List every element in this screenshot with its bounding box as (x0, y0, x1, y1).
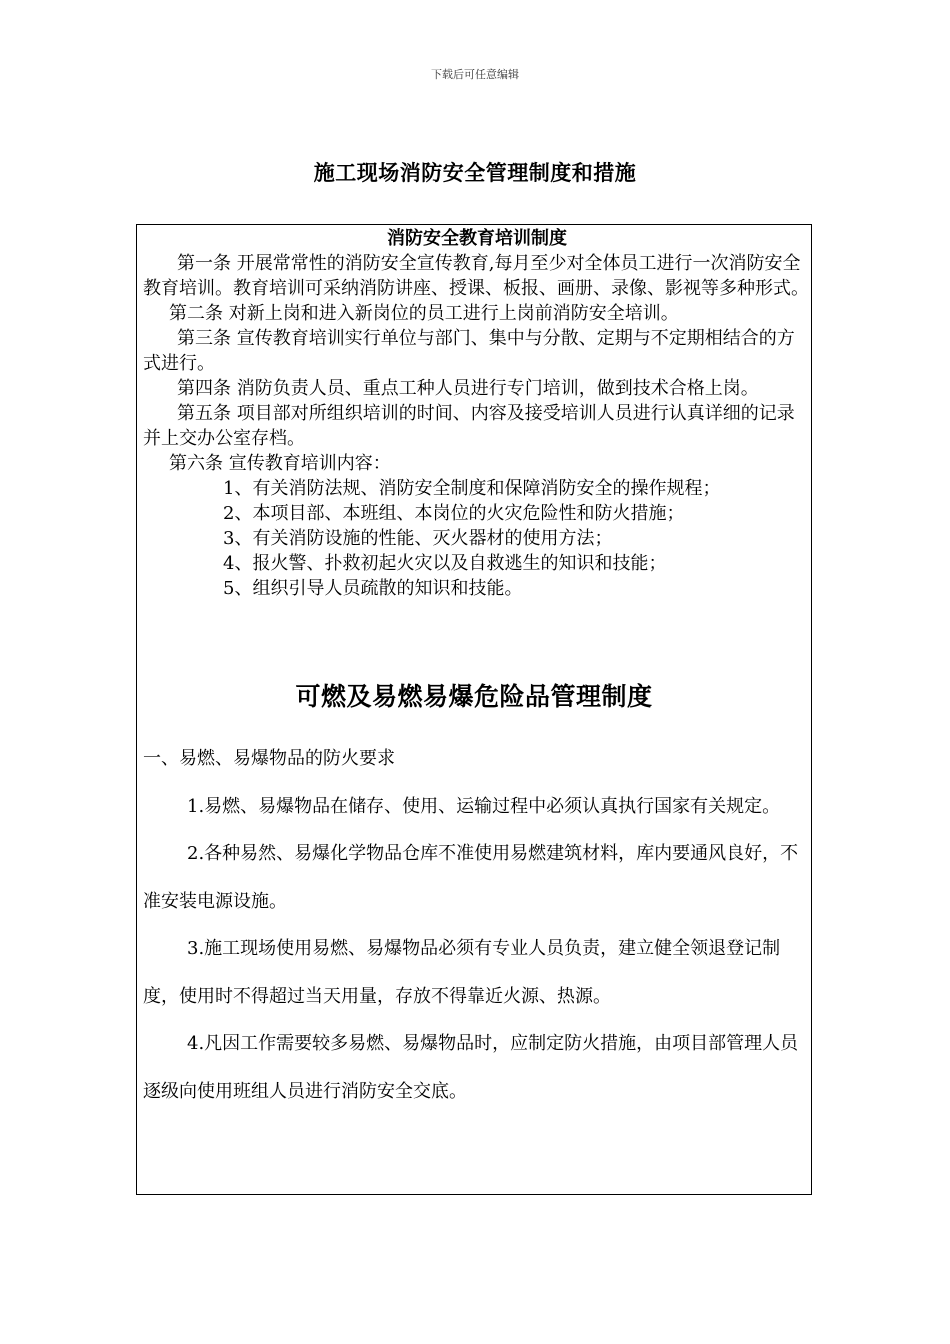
training-content-item: 3、有关消防设施的性能、灭火器材的使用方法； (223, 528, 613, 549)
requirement-item: 3.施工现场使用易燃、易爆物品必须有专业人员负责，建立健全领退登记制度，使用时不得超过当天用量，存放不得靠近火源、热源。 (143, 938, 781, 1007)
article-5: 第五条 项目部对所组织培训的时间、内容及接受培训人员进行认真详细的记录并上交办公室存档。 (143, 403, 795, 449)
requirement-item: 1.易燃、易爆物品在储存、使用、运输过程中必须认真执行国家有关规定。 (187, 795, 781, 817)
requirement-item: 4.凡因工作需要较多易燃、易爆物品时，应制定防火措施，由项目部管理人员逐级向使用班组人员进行消防安全交底。 (143, 1033, 799, 1102)
section-title-hazardous-materials: 可燃及易燃易爆危险品管理制度 (295, 682, 653, 711)
section-title-training: 消防安全教育培训制度 (387, 228, 567, 249)
training-content-item: 1、有关消防法规、消防安全制度和保障消防安全的操作规程； (223, 478, 721, 499)
content-frame (136, 224, 812, 1195)
header-note: 下载后可任意编辑 (431, 68, 519, 81)
article-6: 第六条 宣传教育培训内容： (169, 453, 391, 474)
subsection-heading: 一、易燃、易爆物品的防火要求 (143, 748, 395, 769)
article-4: 第四条 消防负责人员、重点工种人员进行专门培训，做到技术合格上岗。 (177, 378, 759, 399)
requirement-item: 2.各种易然、易爆化学物品仓库不准使用易燃建筑材料，库内要通风良好，不准安装电源设施。 (143, 843, 799, 912)
training-content-item: 5、组织引导人员疏散的知识和技能。 (223, 578, 523, 599)
training-content-item: 4、报火警、扑救初起火灾以及自救逃生的知识和技能； (223, 553, 667, 574)
hazardous-materials-section (143, 735, 807, 1115)
article-3: 第三条 宣传教育培训实行单位与部门、集中与分散、定期与不定期相结合的方式进行。 (143, 328, 795, 374)
training-content-item: 2、本项目部、本班组、本岗位的火灾危险性和防火措施； (223, 503, 685, 524)
article-1: 第一条 开展常常性的消防安全宣传教育,每月至少对全体员工进行一次消防安全教育培训。教育培训可采纳消防讲座、授课、板报、画册、录像、影视等多种形式。 (143, 253, 809, 299)
document-title: 施工现场消防安全管理制度和措施 (313, 160, 637, 185)
article-2: 第二条 对新上岗和进入新岗位的员工进行上岗前消防安全培训。 (169, 303, 679, 324)
fire-safety-training-section (143, 225, 811, 601)
